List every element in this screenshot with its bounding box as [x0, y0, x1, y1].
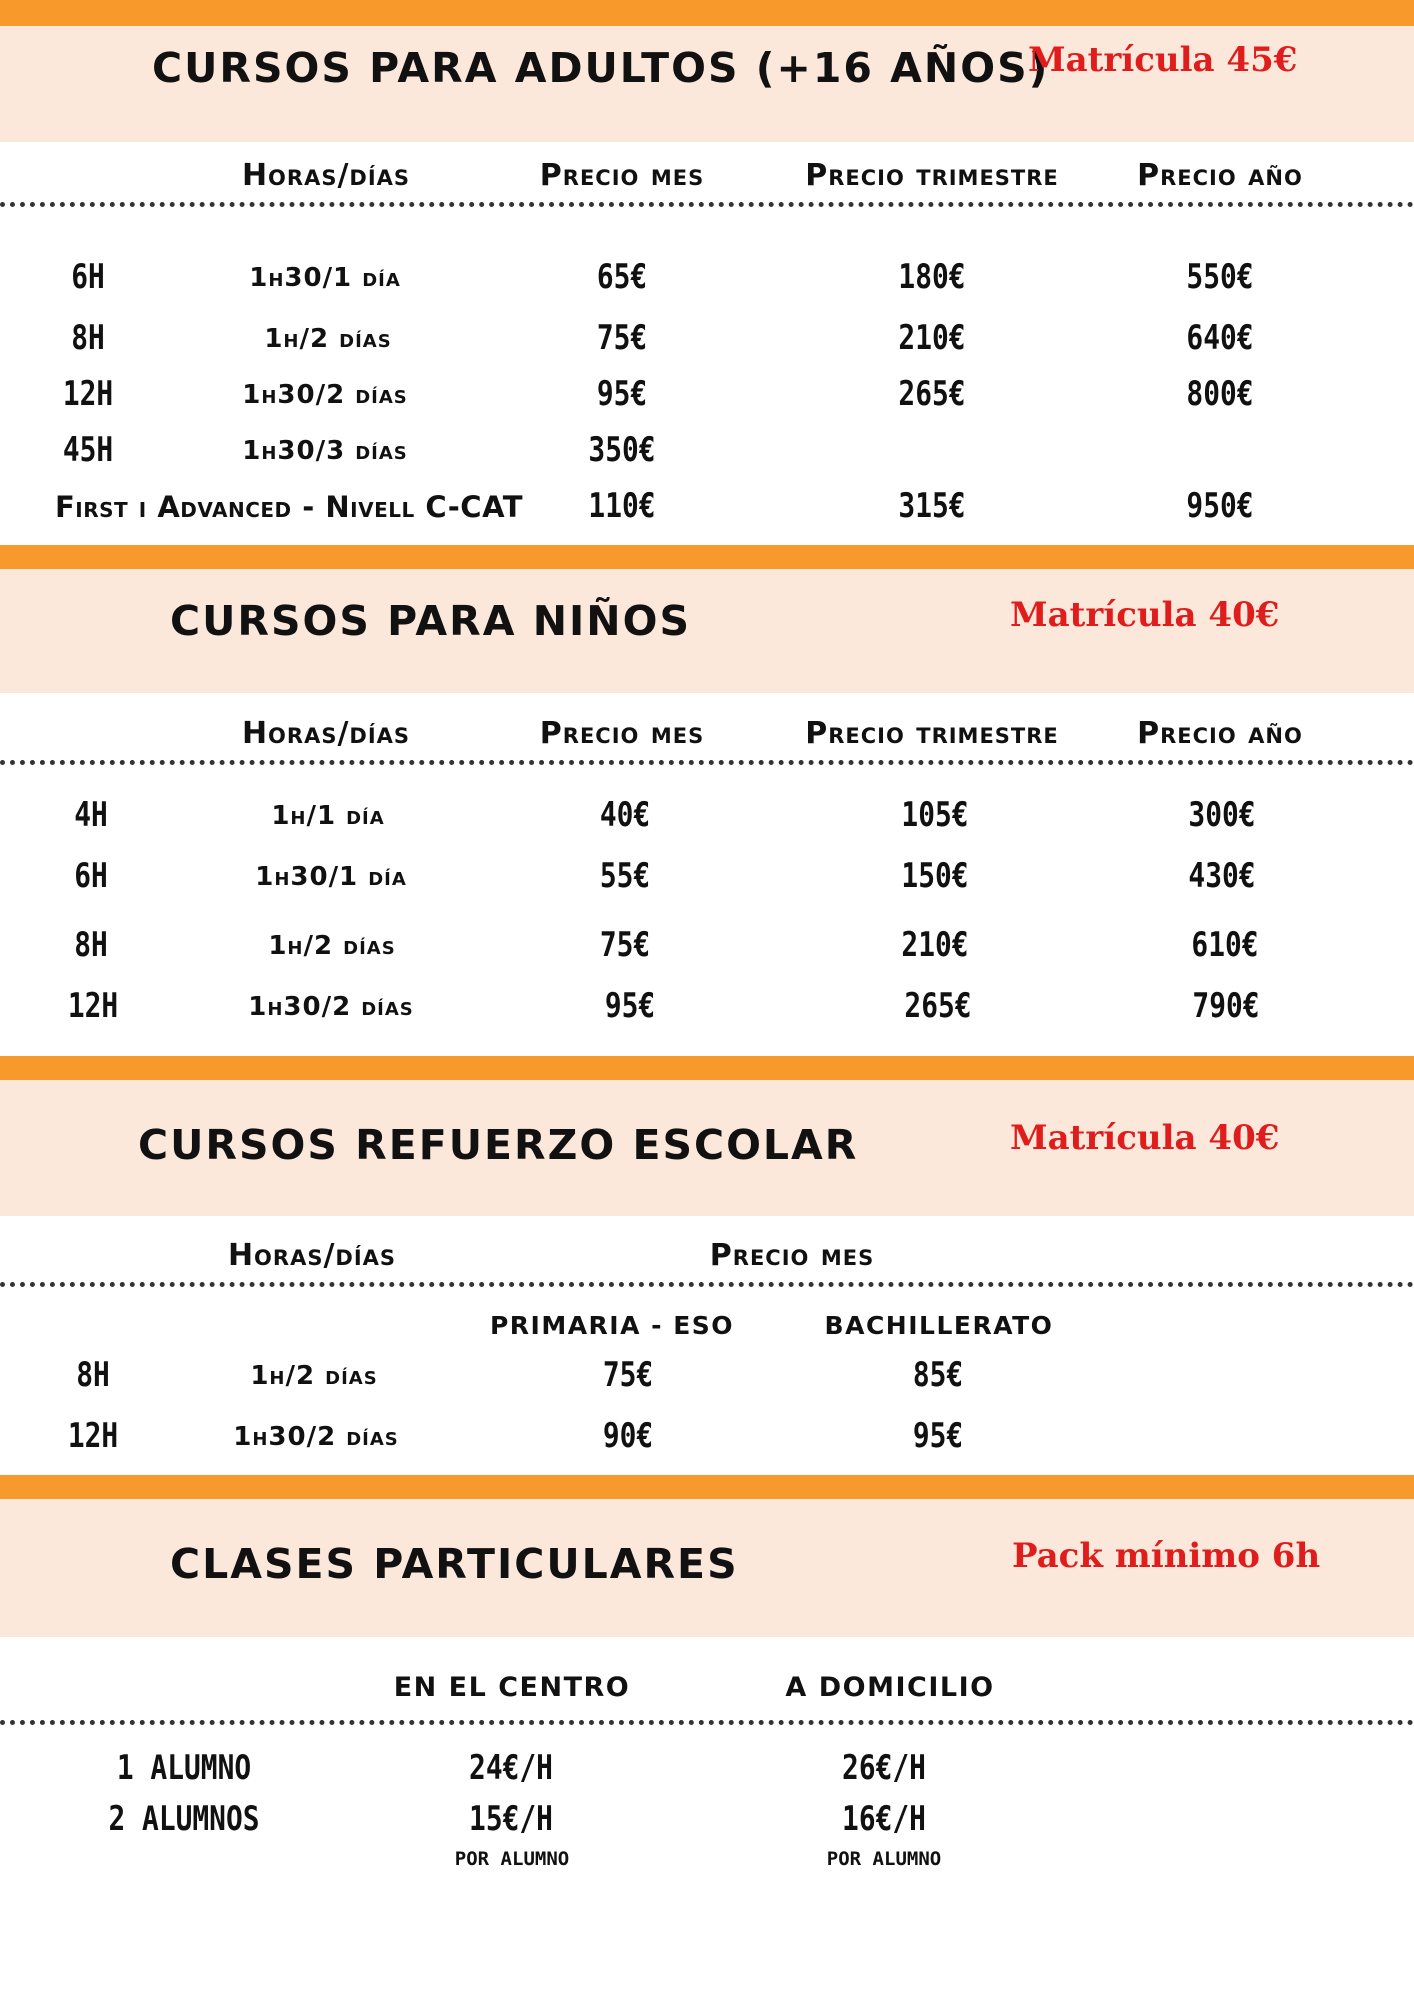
private-home-note: POR ALUMNO [826, 1848, 942, 1870]
dotted-divider [0, 202, 1414, 207]
tutoring-row-primary: 90€ [602, 1416, 654, 1456]
adults-row-month: 95€ [596, 374, 648, 414]
adults-row-month: 350€ [588, 430, 656, 470]
adults-special-year: 950€ [1186, 486, 1254, 526]
private-section-title: CLASES PARTICULARES [170, 1540, 739, 1588]
kids-section-title: CURSOS PARA NIÑOS [170, 597, 691, 645]
tutoring-section-title: CURSOS REFUERZO ESCOLAR [138, 1121, 859, 1169]
kids-header-hours: Horas/días [241, 716, 411, 751]
kids-row-month: 75€ [599, 925, 651, 965]
private-header-center: EN EL CENTRO [393, 1672, 631, 1703]
kids-row-hours: 12H [67, 986, 119, 1026]
adults-enrollment-fee: Matrícula 45€ [1028, 40, 1298, 80]
adults-row-quarter: 180€ [898, 257, 966, 297]
kids-row-schedule: 1h30/2 días [248, 992, 414, 1022]
tutoring-row-schedule: 1h/2 días [250, 1361, 378, 1391]
adults-header-quarter: Precio trimestre [805, 158, 1059, 193]
kids-row-hours: 8H [74, 925, 108, 965]
private-center-note: POR ALUMNO [454, 1848, 570, 1870]
tutoring-header-hours: Horas/días [227, 1238, 397, 1273]
adults-row-hours: 8H [71, 318, 105, 358]
private-row-center-price: 24€/H [469, 1748, 553, 1788]
dotted-divider [0, 1282, 1414, 1287]
tutoring-header-month: Precio mes [709, 1238, 875, 1273]
kids-row-year: 300€ [1188, 795, 1256, 835]
kids-row-schedule: 1h30/1 día [255, 862, 407, 892]
private-minimum-pack: Pack mínimo 6h [1012, 1536, 1321, 1576]
kids-row-quarter: 105€ [901, 795, 969, 835]
kids-row-month: 55€ [599, 856, 651, 896]
adults-header-hours: Horas/días [241, 158, 411, 193]
adults-row-year: 640€ [1186, 318, 1254, 358]
orange-bar [0, 545, 1414, 569]
adults-row-hours: 12H [62, 374, 114, 414]
tutoring-enrollment-fee: Matrícula 40€ [1010, 1118, 1280, 1158]
adults-row-schedule: 1h30/1 día [249, 263, 401, 293]
orange-bar [0, 1475, 1414, 1499]
adults-row-schedule: 1h30/3 días [242, 436, 408, 466]
private-row-center-price: 15€/H [469, 1799, 553, 1839]
dotted-divider [0, 760, 1414, 765]
kids-row-quarter: 150€ [901, 856, 969, 896]
dotted-divider [0, 1720, 1414, 1725]
tutoring-row-hours: 12H [67, 1416, 119, 1456]
private-row-students: 2 ALUMNOS [108, 1799, 260, 1839]
adults-row-hours: 6H [71, 257, 105, 297]
tutoring-subheader-bachillerato: BACHILLERATO [824, 1311, 1054, 1340]
private-row-home-price: 26€/H [842, 1748, 926, 1788]
private-row-students: 1 ALUMNO [116, 1748, 252, 1788]
orange-bar [0, 0, 1414, 26]
adults-row-year: 550€ [1186, 257, 1254, 297]
adults-row-month: 65€ [596, 257, 648, 297]
kids-header-quarter: Precio trimestre [805, 716, 1059, 751]
adults-row-schedule: 1h30/2 días [242, 380, 408, 410]
adults-special-label: First i Advanced - Nivell C-CAT [55, 490, 524, 524]
tutoring-row-bachillerato: 95€ [912, 1416, 964, 1456]
kids-header-month: Precio mes [539, 716, 705, 751]
tutoring-row-schedule: 1h30/2 días [233, 1422, 399, 1452]
kids-row-year: 790€ [1192, 986, 1260, 1026]
adults-row-quarter: 210€ [898, 318, 966, 358]
private-header-home: A DOMICILIO [785, 1672, 995, 1703]
tutoring-row-primary: 75€ [602, 1355, 654, 1395]
kids-enrollment-fee: Matrícula 40€ [1010, 595, 1280, 635]
adults-section-title: CURSOS PARA ADULTOS (+16 AÑOS) [152, 44, 1050, 92]
kids-header-year: Precio año [1137, 716, 1303, 751]
kids-row-month: 95€ [604, 986, 656, 1026]
kids-row-hours: 4H [74, 795, 108, 835]
adults-row-quarter: 265€ [898, 374, 966, 414]
adults-row-hours: 45H [62, 430, 114, 470]
kids-row-schedule: 1h/2 días [268, 931, 396, 961]
kids-row-year: 430€ [1188, 856, 1256, 896]
orange-bar [0, 1056, 1414, 1080]
tutoring-row-hours: 8H [76, 1355, 110, 1395]
kids-row-quarter: 265€ [904, 986, 972, 1026]
adults-row-year: 800€ [1186, 374, 1254, 414]
kids-row-quarter: 210€ [901, 925, 969, 965]
kids-row-hours: 6H [74, 856, 108, 896]
adults-header-month: Precio mes [539, 158, 705, 193]
private-row-home-price: 16€/H [842, 1799, 926, 1839]
kids-row-schedule: 1h/1 día [271, 801, 385, 831]
adults-special-month: 110€ [588, 486, 656, 526]
adults-row-month: 75€ [596, 318, 648, 358]
tutoring-row-bachillerato: 85€ [912, 1355, 964, 1395]
tutoring-subheader-primary: PRIMARIA - ESO [489, 1311, 735, 1340]
adults-row-schedule: 1h/2 días [264, 324, 392, 354]
adults-header-year: Precio año [1137, 158, 1303, 193]
kids-row-month: 40€ [599, 795, 651, 835]
adults-special-quarter: 315€ [898, 486, 966, 526]
kids-row-year: 610€ [1191, 925, 1259, 965]
